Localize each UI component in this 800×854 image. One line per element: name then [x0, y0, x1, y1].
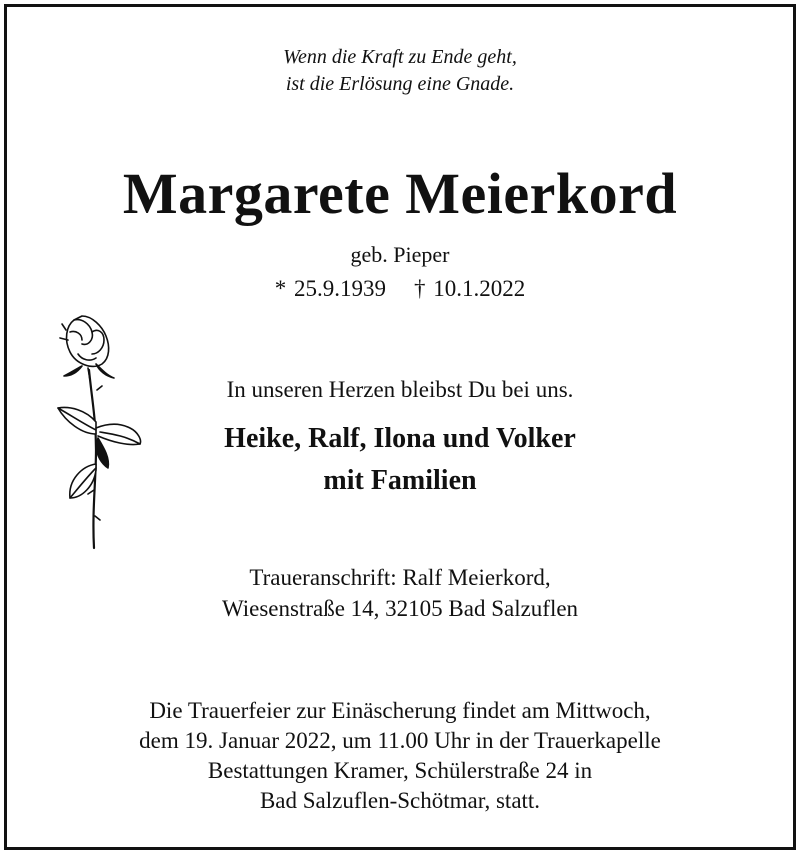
- address-line-2: Wiesenstraße 14, 32105 Bad Salzuflen: [221, 596, 579, 621]
- farewell-line: In unseren Herzen bleibst Du bei uns.: [226, 377, 574, 402]
- ceremony-line-2: dem 19. Januar 2022, um 11.00 Uhr in der Trauerkapelle: [139, 728, 661, 753]
- ceremony-line-1: Die Trauerfeier zur Einäscherung findet am Mittwoch,: [149, 698, 651, 723]
- deceased-name: Margarete Meierkord: [122, 161, 678, 226]
- quote-line-2: ist die Erlösung eine Gnade.: [285, 73, 515, 95]
- ceremony-line-3: Bestattungen Kramer, Schülerstraße 24 in: [207, 758, 593, 783]
- opening-quote: [0, 44, 800, 98]
- ceremony-notice: [0, 696, 800, 816]
- mourners-line-2: mit Familien: [323, 465, 477, 496]
- maiden-name: geb. Pieper: [350, 242, 450, 267]
- mourners-line-1: Heike, Ralf, Ilona und Volker: [224, 423, 576, 454]
- address-line-1: Traueranschrift: Ralf Meierkord,: [249, 565, 551, 590]
- mourning-address: [0, 562, 800, 624]
- life-dates: [0, 276, 800, 302]
- death-date: † 10.1.2022: [414, 276, 526, 301]
- ceremony-line-4: Bad Salzuflen-Schötmar, statt.: [259, 788, 541, 813]
- quote-line-1: Wenn die Kraft zu Ende geht,: [283, 46, 517, 68]
- birth-date: * 25.9.1939: [274, 276, 386, 301]
- mourners: [0, 418, 800, 502]
